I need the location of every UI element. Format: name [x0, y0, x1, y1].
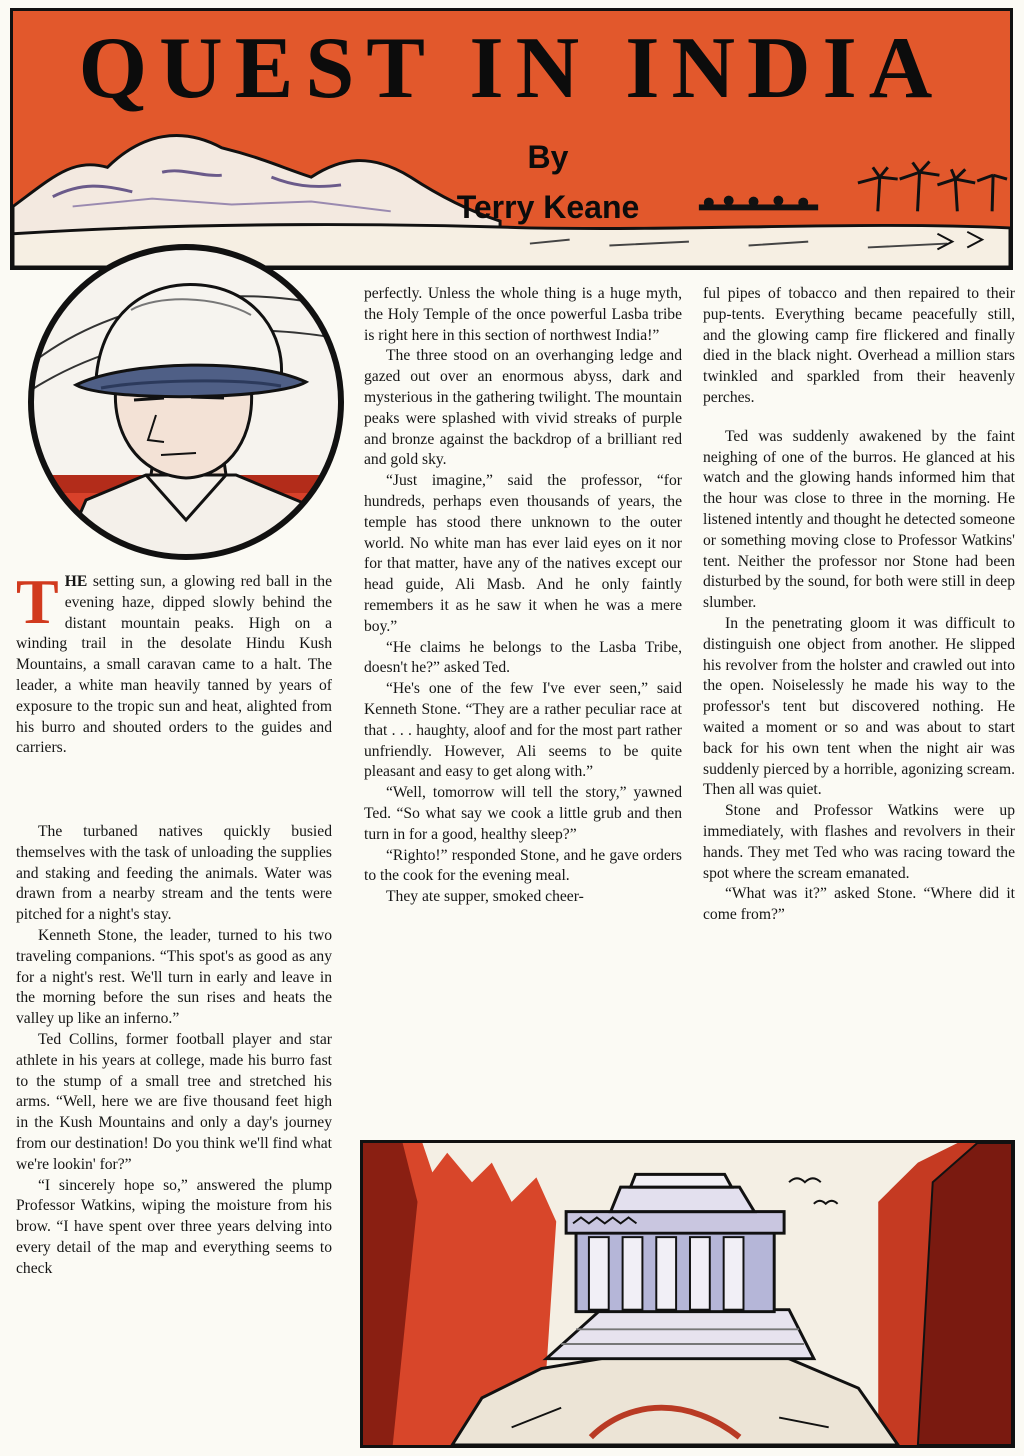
paragraph: “I sincerely hope so,” answered the plump Professor Watkins, wiping the moisture from his brow. “I have spent over three years delving into every detail of the map and everything seems to check: [16, 1176, 332, 1277]
paragraph: “Just imagine,” said the professor, “for hundreds, perhaps even thousands of years, the temple has stood there unknown to the outer world. No white man has ever laid eyes on it nor for that matter, have any of the natives except our head guide, Ali Masb. And he only faintly remembers it as he saw it when he was a mere boy.”: [364, 472, 682, 635]
author-name: Terry Keane: [456, 189, 640, 225]
paragraph: “What was it?” asked Stone. “Where did it come from?”: [703, 885, 1015, 924]
paragraph: “He claims he belongs to the Lasba Tribe, doesn't he?” asked Ted.: [364, 638, 682, 677]
paragraph: The three stood on an overhanging ledge and gazed out over an enormous abyss, dark and mysterious in the gathering twilight. The mountain peaks were splashed with vivid streaks of purple and bronze against the backdrop of a brilliant red and gold sky.: [364, 347, 682, 469]
paragraph: In the penetrating gloom it was difficult to distinguish one object from another. He slipped his revolver from the holster and crawled out into the open. Noiselessly he made his way to the professor's tent but discovered nothing. He waited a moment or so and was about to start back for his own tent when the night air was suddenly pierced by a horrible, agonizing scream. Then all was quiet.: [703, 614, 1015, 799]
paragraph: The turbaned natives quickly busied themselves with the task of unloading the supplies and staking and feeding the animals. Water was drawn from a nearby stream and the tents were pitched for a night's stay.: [16, 823, 332, 924]
paragraph: ful pipes of tobacco and then repaired to their pup-tents. Everything became peacefully still, and the glowing camp fire flickered and finally died in the black night. Overhead a million stars twinkled and sparkled from their heavenly perches.: [703, 285, 1015, 406]
paragraph: perfectly. Unless the whole thing is a huge myth, the Holy Temple of the once powerful Lasba tribe is right here in this section of northwest India!”: [364, 285, 682, 344]
temple-illustration: [363, 1143, 1012, 1445]
opening-paragraph: [16, 566, 332, 759]
article-column-1: [16, 822, 332, 1280]
paragraph: Ted was suddenly awakened by the faint neighing of one of the burros. He glanced at his watch and the glowing hands informed him that the hour was close to three in the morning. He listened intently and thought he detected someone or something moving close to Professor Watkins' tent. Neither the professor nor Stone had been disturbed by the sound, for both were still in deep slumber.: [703, 427, 1015, 612]
drop-cap: T: [16, 566, 59, 637]
paragraph: Ted Collins, former football player and star athlete in his years at college, made his burro fast to the stump of a small tree and stretched his arms. “Well, here we are five thousand feet high in the Kush Mountains and only a day's journey from our destination! Do you think we'll find what we're lookin' for?”: [16, 1030, 332, 1173]
paragraph: “He's one of the few I've ever seen,” said Kenneth Stone. “They are a rather peculiar race at that . . . haughty, aloof and for the most part rather unfriendly. However, Ali seems to be quite pleasant and easy to get along with.”: [364, 680, 682, 781]
paragraph: “Well, tomorrow will tell the story,” yawned Ted. “So what say we cook a little grub and then turn in for a good, healthy sleep?”: [364, 784, 682, 843]
paragraph: Kenneth Stone, the leader, turned to his two traveling companions. “This spot's as good as any for a night's rest. We'll turn in early and leave in the morning before the sun rises and heats the valley up like an inferno.”: [16, 926, 332, 1028]
article-column-2: [364, 284, 682, 908]
paragraph: They ate supper, smoked cheer-: [386, 888, 584, 906]
opening-paragraph-text: setting sun, a glowing red ball in the evening haze, dipped slowly behind the distant mountain peaks. High on a winding trail in the desolate Hindu Kush Mountains, a small caravan came to a halt. The leader, a white man heavily tanned by years of exposure to the tropic sun and heat, alighted from his burro and shouted orders to the guides and carriers.: [16, 573, 332, 757]
temple-illustration-panel: [360, 1140, 1015, 1448]
paragraph: “Righto!” responded Stone, and he gave orders to the cook for the evening meal.: [364, 846, 682, 885]
paragraph: Stone and Professor Watkins were up immediately, with flashes and revolvers in their hands. They met Ted who was racing toward the spot where the scream emanated.: [703, 802, 1015, 882]
title-banner: [10, 8, 1013, 270]
byline-prefix: By: [527, 139, 569, 175]
opening-lead-word: HE: [64, 573, 88, 590]
story-title: QUEST IN INDIA: [78, 20, 945, 117]
article-column-1-top: [16, 566, 332, 759]
article-column-3: [703, 284, 1015, 926]
explorer-portrait-illustration: [16, 240, 356, 570]
